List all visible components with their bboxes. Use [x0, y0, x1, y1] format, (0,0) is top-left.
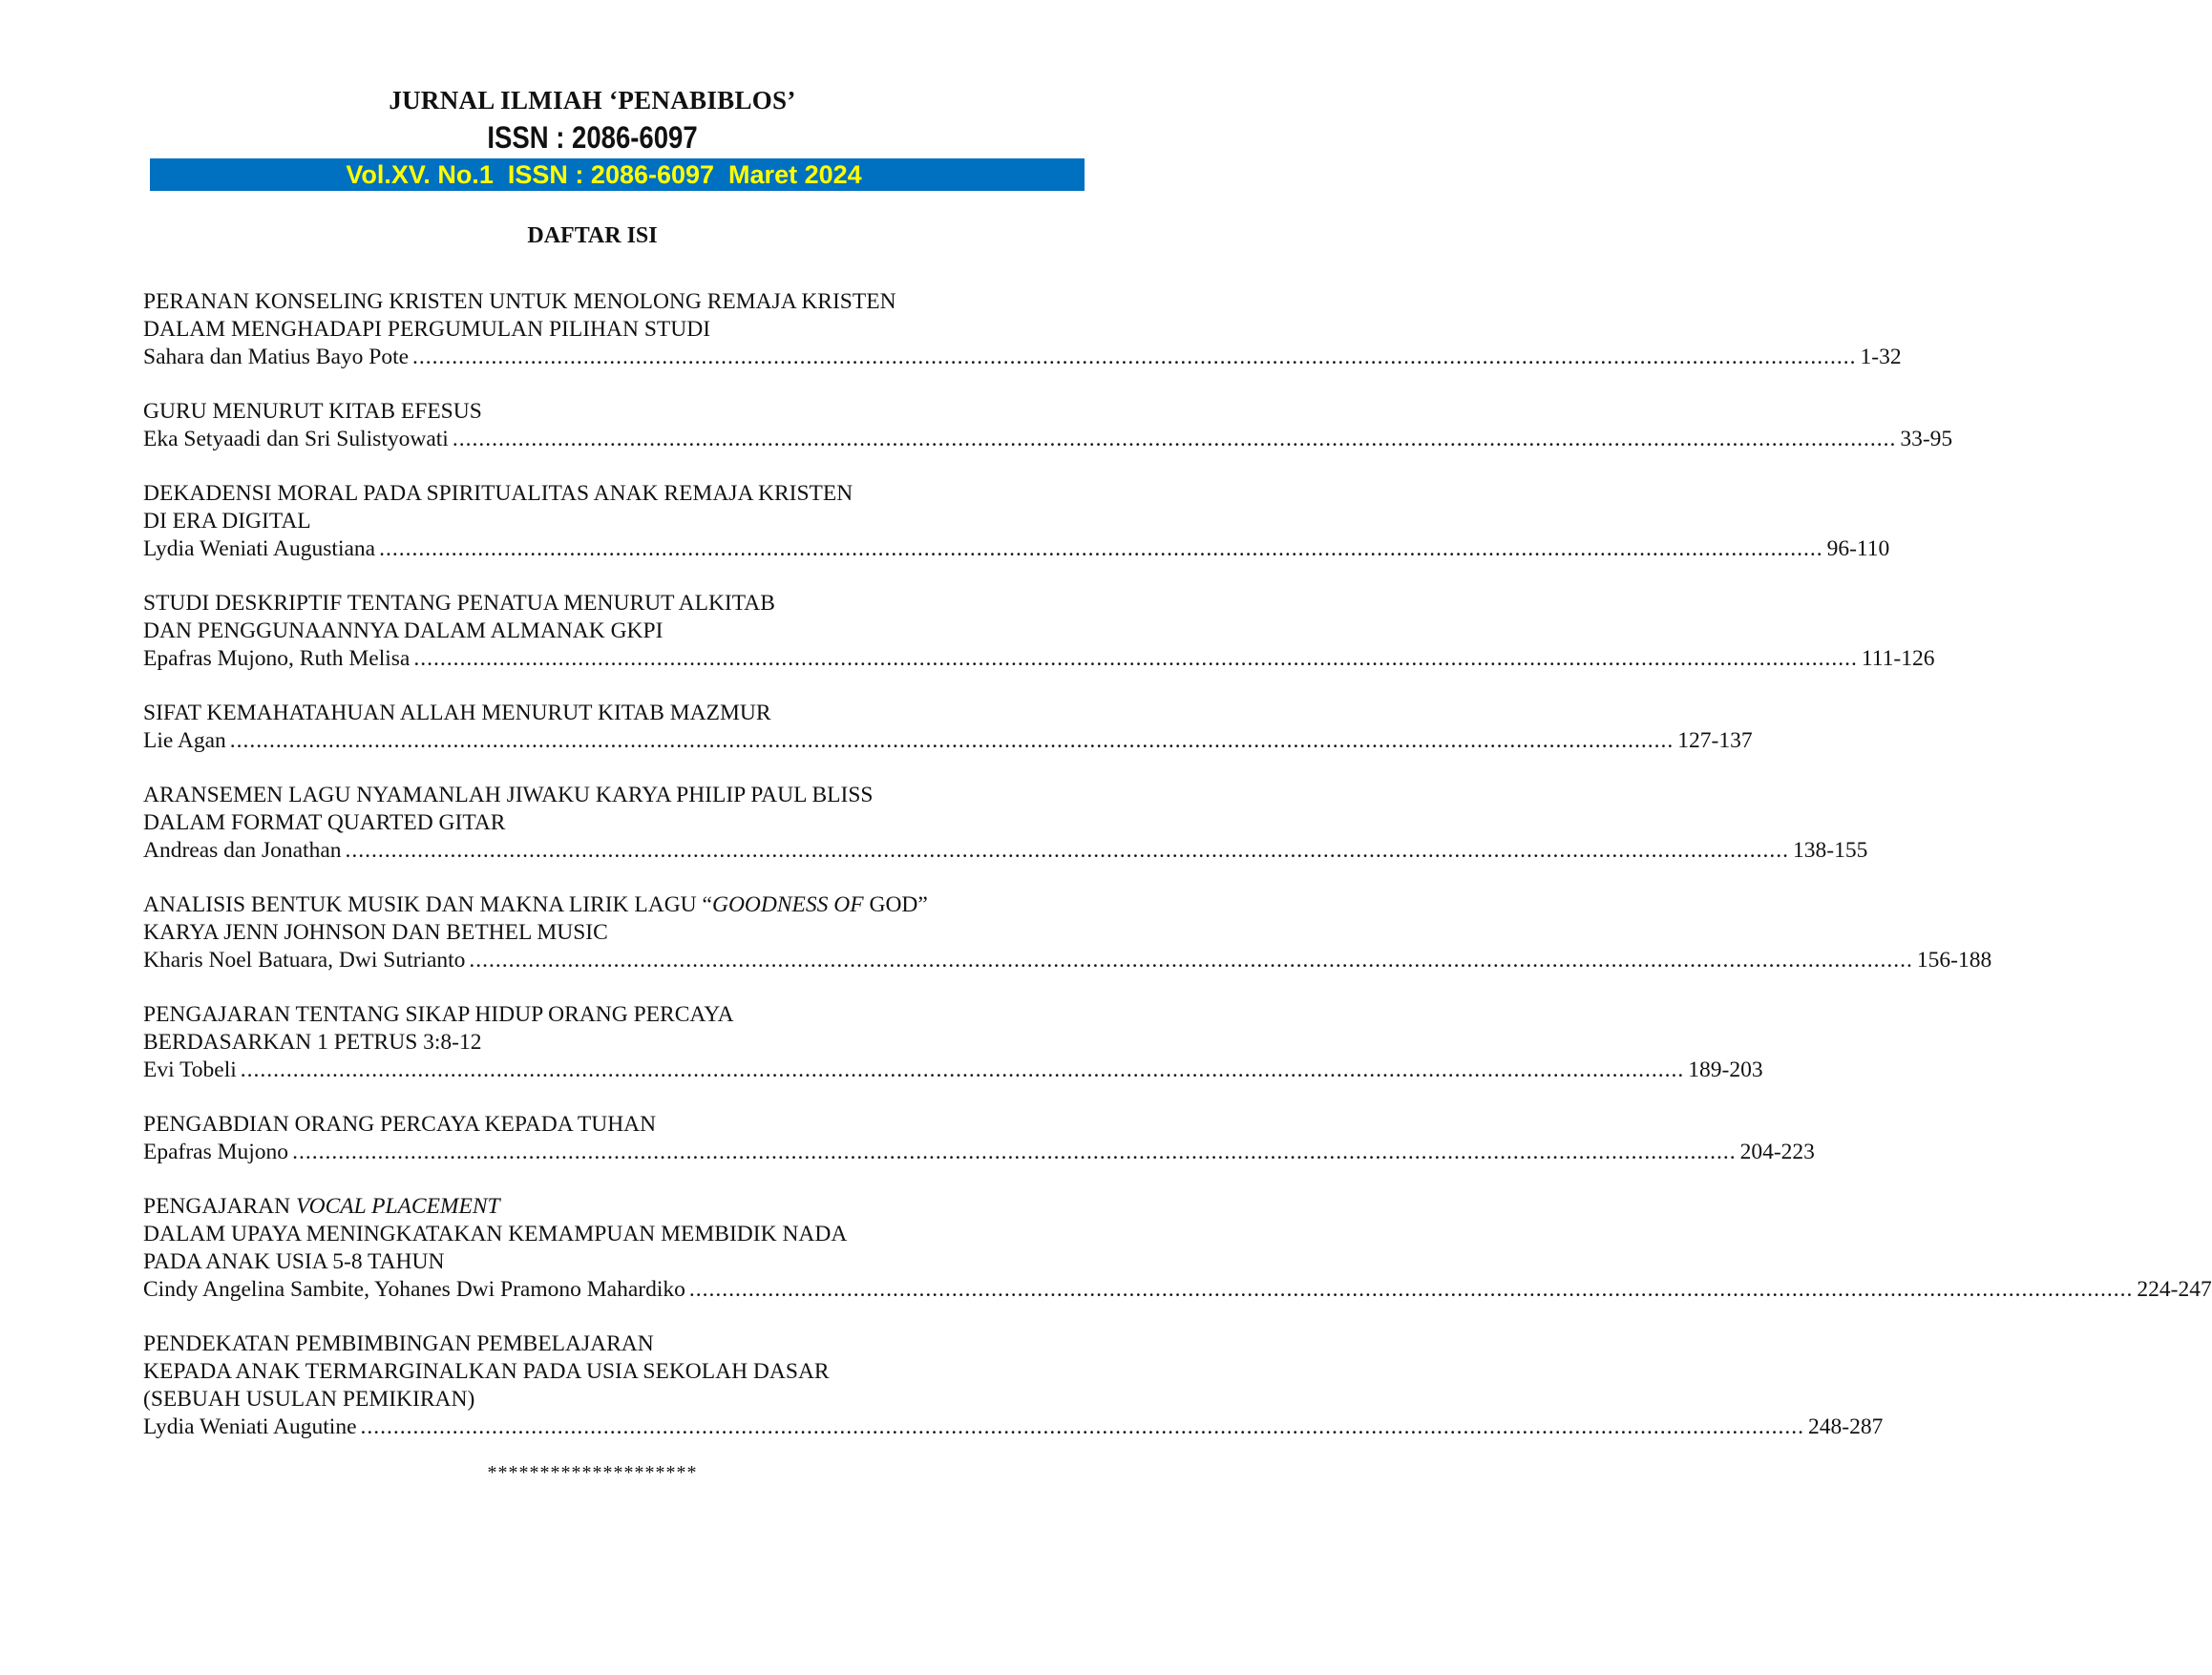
author-line — [143, 344, 1902, 371]
dot-leader: ............................................................................................................................................................................................................................ — [240, 1057, 1685, 1082]
end-separator: ******************** — [487, 1462, 698, 1483]
toc-heading: DAFTAR ISI — [527, 223, 658, 248]
article-title-line: ANALISIS BENTUK MUSIK DAN MAKNA LIRIK LAGU “GOODNESS OF GOD” — [143, 892, 928, 917]
article-authors: Kharis Noel Batuara, Dwi Sutrianto — [143, 948, 466, 973]
toc-entry — [143, 480, 1890, 563]
article-title-line: PERANAN KONSELING KRISTEN UNTUK MENOLONG REMAJA KRISTEN — [143, 289, 896, 314]
dot-leader: ............................................................................................................................................................................................................................ — [412, 345, 1857, 369]
author-line — [143, 1413, 1884, 1441]
article-title-line: KEPADA ANAK TERMARGINALKAN PADA USIA SEKOLAH DASAR — [143, 1359, 830, 1384]
article-pages: 127-137 — [1677, 728, 1753, 753]
toc-entry — [143, 1330, 1884, 1441]
article-pages: 189-203 — [1688, 1057, 1763, 1082]
article-authors: Cindy Angelina Sambite, Yohanes Dwi Pramono Mahardiko — [143, 1277, 685, 1302]
dot-leader: ............................................................................................................................................................................................................................ — [379, 536, 1823, 561]
article-title-line: DEKADENSI MORAL PADA SPIRITUALITAS ANAK REMAJA KRISTEN — [143, 481, 853, 506]
article-title-line: PENDEKATAN PEMBIMBINGAN PEMBELAJARAN — [143, 1331, 654, 1356]
article-title-line: PENGABDIAN ORANG PERCAYA KEPADA TUHAN — [143, 1112, 657, 1137]
article-pages: 33-95 — [1900, 427, 1953, 451]
article-pages: 96-110 — [1826, 536, 1890, 561]
author-line — [143, 1139, 1815, 1166]
article-pages: 204-223 — [1739, 1140, 1815, 1164]
author-line — [143, 645, 1935, 673]
dot-leader: ............................................................................................................................................................................................................................ — [452, 427, 1897, 451]
author-line — [143, 947, 1992, 974]
toc-entry — [143, 1111, 1815, 1166]
table-of-contents — [143, 288, 2212, 1468]
article-authors: Eka Setyaadi dan Sri Sulistyowati — [143, 427, 449, 451]
article-pages: 156-188 — [1916, 948, 1992, 973]
article-title-line: DAN PENGGUNAANNYA DALAM ALMANAK GKPI — [143, 618, 664, 643]
toc-entry — [143, 700, 1753, 755]
article-title-line: ARANSEMEN LAGU NYAMANLAH JIWAKU KARYA PHILIP PAUL BLISS — [143, 783, 874, 807]
article-authors: Lydia Weniati Augutine — [143, 1414, 357, 1439]
article-authors: Sahara dan Matius Bayo Pote — [143, 345, 410, 369]
journal-title: JURNAL ILMIAH ‘PENABIBLOS’ — [389, 86, 796, 115]
dot-leader: ............................................................................................................................................................................................................................ — [360, 1414, 1805, 1439]
article-pages: 1-32 — [1860, 345, 1902, 369]
article-title-line: BERDASARKAN 1 PETRUS 3:8-12 — [143, 1030, 482, 1055]
article-title-line: DALAM FORMAT QUARTED GITAR — [143, 810, 506, 835]
toc-entry — [143, 891, 1992, 974]
author-line — [143, 837, 1868, 865]
toc-entry — [143, 590, 1935, 673]
author-line — [143, 1276, 2212, 1304]
author-line — [143, 426, 1953, 453]
issn-heading: ISSN : 2086-6097 — [487, 120, 698, 155]
toc-entry — [143, 398, 1953, 453]
dot-leader: ............................................................................................................................................................................................................................ — [413, 646, 1858, 671]
toc-entry — [143, 782, 1868, 865]
article-authors: Evi Tobeli — [143, 1057, 237, 1082]
article-authors: Lydia Weniati Augustiana — [143, 536, 376, 561]
author-line — [143, 727, 1753, 755]
article-title-line: GURU MENURUT KITAB EFESUS — [143, 399, 482, 424]
toc-entry — [143, 1001, 1763, 1084]
article-title-line: PENGAJARAN VOCAL PLACEMENT — [143, 1194, 500, 1219]
dot-leader: ............................................................................................................................................................................................................................ — [345, 838, 1790, 863]
article-title-line: DALAM UPAYA MENINGKATAKAN KEMAMPUAN MEMBIDIK NADA — [143, 1222, 848, 1246]
article-pages: 224-247 — [2137, 1277, 2212, 1302]
article-pages: 248-287 — [1808, 1414, 1884, 1439]
article-title-line: DI ERA DIGITAL — [143, 509, 311, 534]
dot-leader: ............................................................................................................................................................................................................................ — [469, 948, 1913, 973]
article-authors: Andreas dan Jonathan — [143, 838, 342, 863]
volume-banner-text: Vol.XV. No.1 ISSN : 2086-6097 Maret 2024 — [346, 160, 862, 189]
article-authors: Lie Agan — [143, 728, 226, 753]
author-line — [143, 1057, 1763, 1084]
article-title-line: STUDI DESKRIPTIF TENTANG PENATUA MENURUT ALKITAB — [143, 591, 775, 616]
article-pages: 111-126 — [1861, 646, 1935, 671]
volume-banner — [150, 158, 1085, 191]
article-title-line: PENGAJARAN TENTANG SIKAP HIDUP ORANG PERCAYA — [143, 1002, 734, 1027]
dot-leader: ............................................................................................................................................................................................................................ — [688, 1277, 2134, 1302]
dot-leader: ............................................................................................................................................................................................................................ — [292, 1140, 1737, 1164]
author-line — [143, 535, 1890, 563]
toc-entry — [143, 1193, 2212, 1304]
article-authors: Epafras Mujono — [143, 1140, 289, 1164]
article-title-line: SIFAT KEMAHATAHUAN ALLAH MENURUT KITAB MAZMUR — [143, 701, 771, 725]
article-title-line: PADA ANAK USIA 5-8 TAHUN — [143, 1249, 445, 1274]
toc-entry — [143, 288, 1902, 371]
article-title-line: DALAM MENGHADAPI PERGUMULAN PILIHAN STUDI — [143, 317, 711, 342]
article-title-line: KARYA JENN JOHNSON DAN BETHEL MUSIC — [143, 920, 608, 945]
dot-leader: ............................................................................................................................................................................................................................ — [229, 728, 1675, 753]
article-title-line: (SEBUAH USULAN PEMIKIRAN) — [143, 1387, 475, 1412]
article-authors: Epafras Mujono, Ruth Melisa — [143, 646, 411, 671]
article-pages: 138-155 — [1793, 838, 1868, 863]
